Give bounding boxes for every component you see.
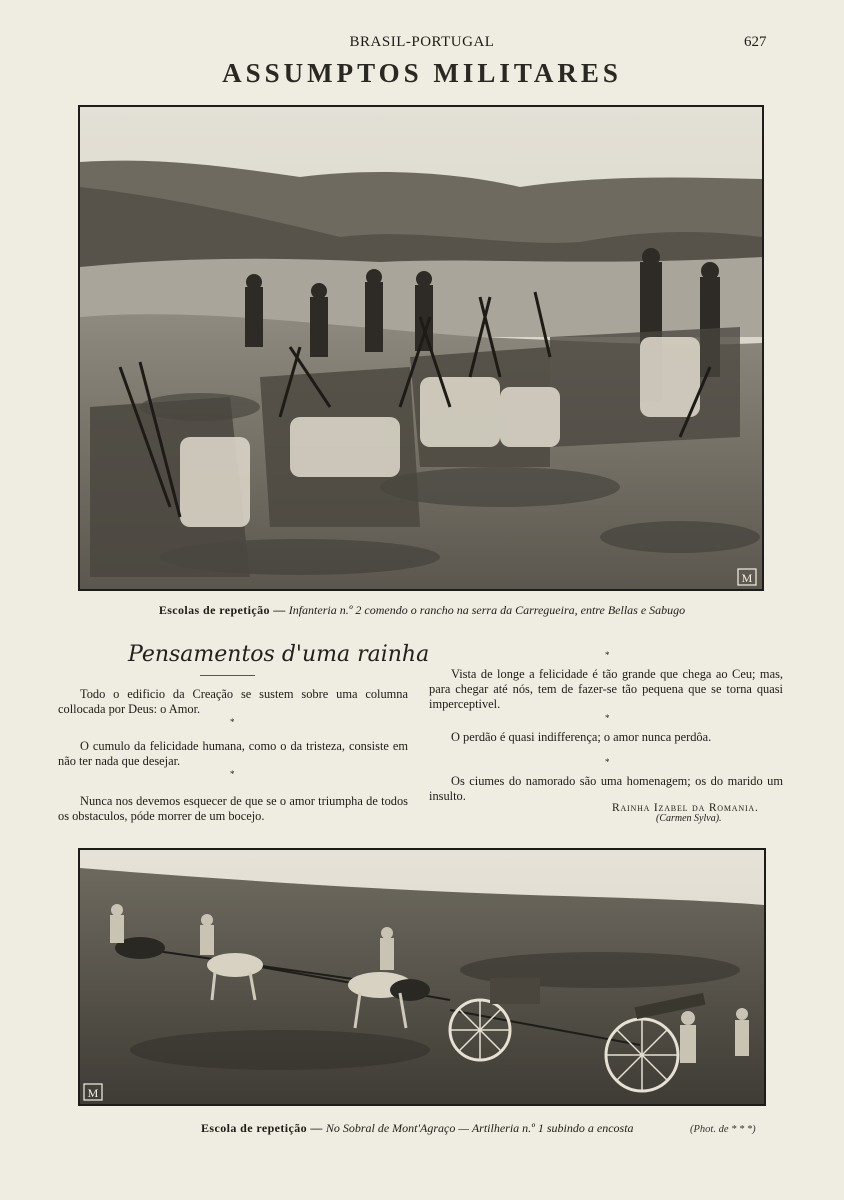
- right-separator-1: *: [605, 713, 610, 723]
- top-photo-monogram: M: [741, 571, 753, 585]
- page-number: 627: [744, 34, 767, 50]
- top-caption-label: Escolas de repetição —: [158, 603, 286, 617]
- top-caption-text: Infanteria n.º 2 comendo o rancho na serra da Carregueira, entre Bellas e Sabugo: [288, 603, 686, 617]
- right-separator-0: *: [605, 650, 610, 660]
- left-paragraph-1: Todo o edificio da Creação se sustem sobre uma columna collocada por Deus: o Amor.: [58, 687, 408, 716]
- right-paragraph-3: Os ciumes do namorado são uma homenagem; os do marido um insulto.: [429, 774, 783, 803]
- photo-credit: (Phot. de * * *): [690, 1124, 756, 1135]
- article-signature: Rainha Izabel da Romania.: [612, 802, 759, 814]
- photo-infantry-camp: [78, 105, 764, 591]
- article-signature-sub: (Carmen Sylva).: [656, 813, 722, 824]
- bottom-caption-text: No Sobral de Mont'Agraço — Artilheria n.º 1 subindo a encosta: [325, 1121, 634, 1135]
- top-photo-caption: [0, 603, 844, 618]
- artillery-photo-image: [80, 850, 764, 1104]
- photo-artillery: [78, 848, 766, 1106]
- heading-underline: [200, 675, 255, 676]
- right-paragraph-2: O perdão é quasi indifferença; o amor nunca perdôa.: [451, 730, 712, 744]
- publication-header: BRASIL-PORTUGAL: [349, 34, 495, 50]
- right-paragraph-1: Vista de longe a felicidade é tão grande que chega ao Ceu; mas, para chegar até nós, tem de fazer-se tão pequena que se torna quasi imperceptivel.: [429, 667, 783, 711]
- article-heading: Pensamentos d'uma rainha: [128, 642, 430, 667]
- left-paragraph-3: Nunca nos devemos esquecer de que se o amor triumpha de todos os obstaculos, póde morrer de um bocejo.: [58, 794, 408, 823]
- left-separator-2: *: [230, 769, 235, 779]
- left-separator-1: *: [230, 717, 235, 727]
- right-separator-2: *: [605, 757, 610, 767]
- section-title: ASSUMPTOS MILITARES: [222, 58, 622, 88]
- bottom-caption-label: Escola de repetição —: [201, 1121, 323, 1135]
- bottom-photo-monogram: M: [87, 1086, 99, 1100]
- bottom-photo-caption: [201, 1121, 634, 1136]
- infantry-photo-image: [80, 107, 762, 589]
- left-paragraph-2: O cumulo da felicidade humana, como o da tristeza, consiste em não ter nada que desejar.: [58, 739, 408, 768]
